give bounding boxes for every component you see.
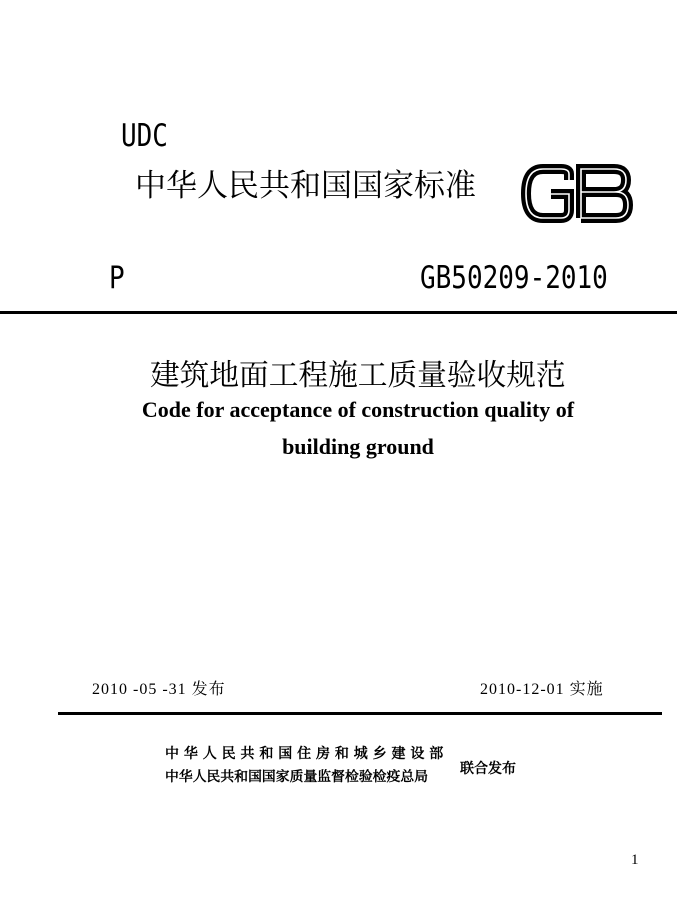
udc-label: UDC	[121, 118, 168, 155]
category-code: P	[109, 260, 125, 297]
header-rule	[0, 311, 677, 314]
gb-logo	[519, 164, 633, 223]
page-number: 1	[631, 852, 639, 868]
issue-date: 2010 -05 -31 发布	[92, 681, 226, 698]
issuer-ministry: 中 华 人 民 共 和 国 住 房 和 城 乡 建 设 部	[165, 746, 444, 762]
title-chinese: 建筑地面工程施工质量验收规范	[150, 358, 566, 393]
standard-number: GB50209-2010	[420, 260, 608, 297]
joint-issue-label: 联合发布	[460, 761, 516, 777]
effective-date: 2010-12-01 实施	[480, 681, 604, 698]
title-english-line-1: Code for acceptance of construction quality of	[141, 397, 575, 422]
standard-type-heading: 中华人民共和国国家标准	[135, 168, 476, 204]
footer-rule	[58, 712, 662, 715]
issuer-administration: 中华人民共和国国家质量监督检验检疫总局	[165, 769, 428, 785]
title-english-line-2: building ground	[282, 434, 434, 459]
